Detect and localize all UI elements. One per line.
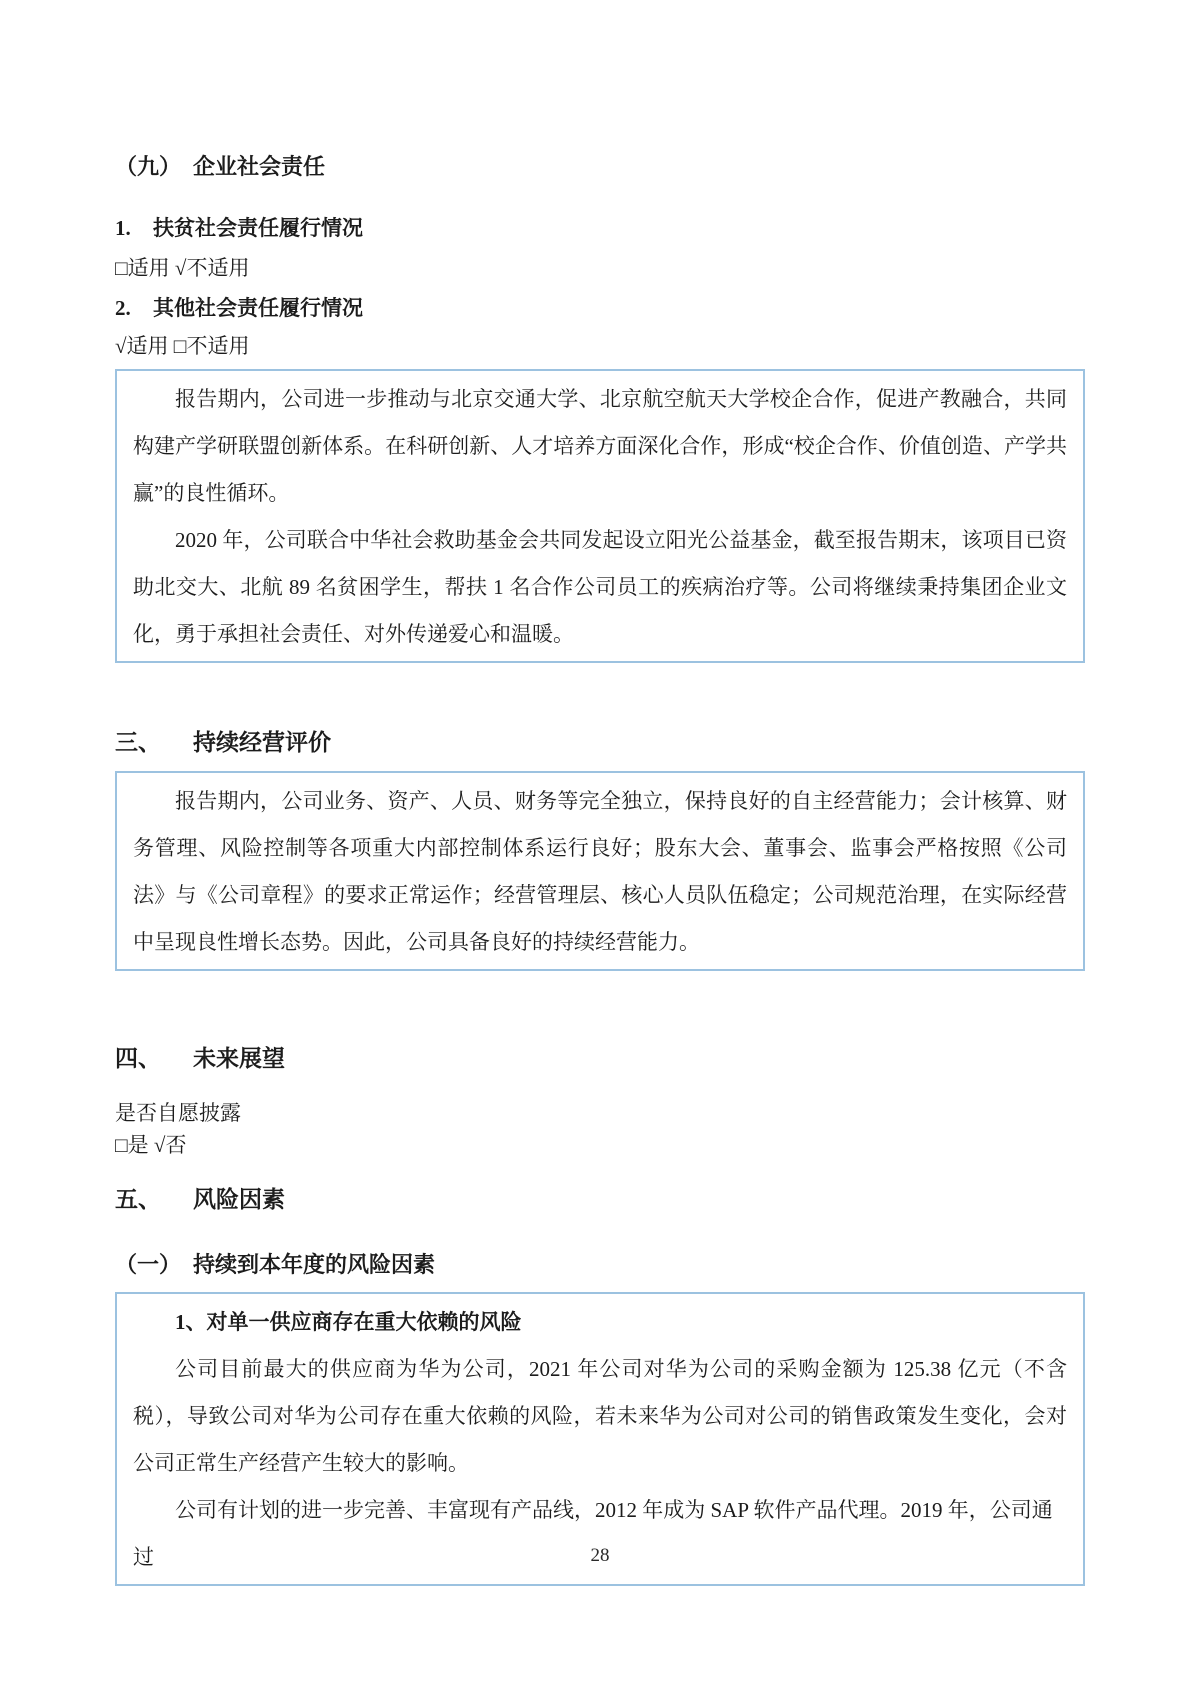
section5-heading: [115, 1184, 1085, 1216]
section5-box-paragraph-2: 公司有计划的进一步完善、丰富现有产品线，2012 年成为 SAP 软件产品代理。2019 年，公司通过: [133, 1498, 1053, 1569]
section5-sub1-title: 持续到本年度的风险因素: [193, 1252, 436, 1277]
section5-sub1-heading: [115, 1250, 1085, 1280]
section9-sub2-heading: [115, 293, 1085, 323]
section3-heading: [115, 727, 1085, 759]
section4-heading: [115, 1043, 1085, 1075]
section4-disclosure-label: 是否自愿披露: [115, 1101, 241, 1125]
section9-sub1-applicability: □适用 √不适用: [115, 256, 250, 280]
section4-number: 四、: [115, 1046, 161, 1071]
section9-sub1-number: 1.: [115, 216, 131, 240]
section9-title: 企业社会责任: [193, 154, 326, 179]
section9-sub2-title: 其他社会责任履行情况: [153, 296, 363, 320]
section5-box-heading: 1、对单一供应商存在重大依赖的风险: [175, 1310, 522, 1334]
section9-box-paragraph-2: 2020 年，公司联合中华社会救助基金会共同发起设立阳光公益基金，截至报告期末，该项目已资助北交大、北航 89 名贫困学生，帮扶 1 名合作公司员工的疾病治疗等。公司将继续秉持集团企业文化，勇于承担社会责任、对外传递爱心和温暖。: [133, 528, 1067, 646]
section5-number: 五、: [115, 1187, 161, 1212]
section5-box-paragraph-1: 公司目前最大的供应商为华为公司，2021 年公司对华为公司的采购金额为 125.38 亿元（不含税），导致公司对华为公司存在重大依赖的风险，若未来华为公司对公司的销售政策发生变化，会对公司正常生产经营产生较大的影响。: [133, 1357, 1067, 1475]
section9-heading: [115, 152, 1085, 182]
section3-text-box: [115, 771, 1085, 971]
section4-disclosure-choice: □是 √否: [115, 1133, 187, 1157]
section5-sub1-number: （一）: [115, 1252, 182, 1277]
section9-box-paragraph-1: 报告期内，公司进一步推动与北京交通大学、北京航空航天大学校企合作，促进产教融合，共同构建产学研联盟创新体系。在科研创新、人才培养方面深化合作，形成“校企合作、价值创造、产学共赢”的良性循环。: [133, 387, 1067, 505]
section3-number: 三、: [115, 730, 161, 755]
section9-sub2-applicability: √适用 □不适用: [115, 334, 250, 358]
section3-title: 持续经营评价: [193, 730, 331, 755]
page-number: 28: [590, 1545, 610, 1566]
section3-box-paragraph-1: 报告期内，公司业务、资产、人员、财务等完全独立，保持良好的自主经营能力；会计核算、财务管理、风险控制等各项重大内部控制体系运行良好；股东大会、董事会、监事会严格按照《公司法》与《公司章程》的要求正常运作；经营管理层、核心人员队伍稳定；公司规范治理，在实际经营中呈现良性增长态势。因此，公司具备良好的持续经营能力。: [133, 789, 1067, 954]
section9-sub2-number: 2.: [115, 296, 131, 320]
section5-text-box: [115, 1292, 1085, 1586]
section9-number: （九）: [115, 154, 182, 179]
section9-sub1-heading: [115, 213, 1085, 243]
section4-title: 未来展望: [193, 1046, 285, 1071]
section5-title: 风险因素: [193, 1187, 285, 1212]
section9-text-box: [115, 369, 1085, 663]
section9-sub1-title: 扶贫社会责任履行情况: [153, 216, 363, 240]
